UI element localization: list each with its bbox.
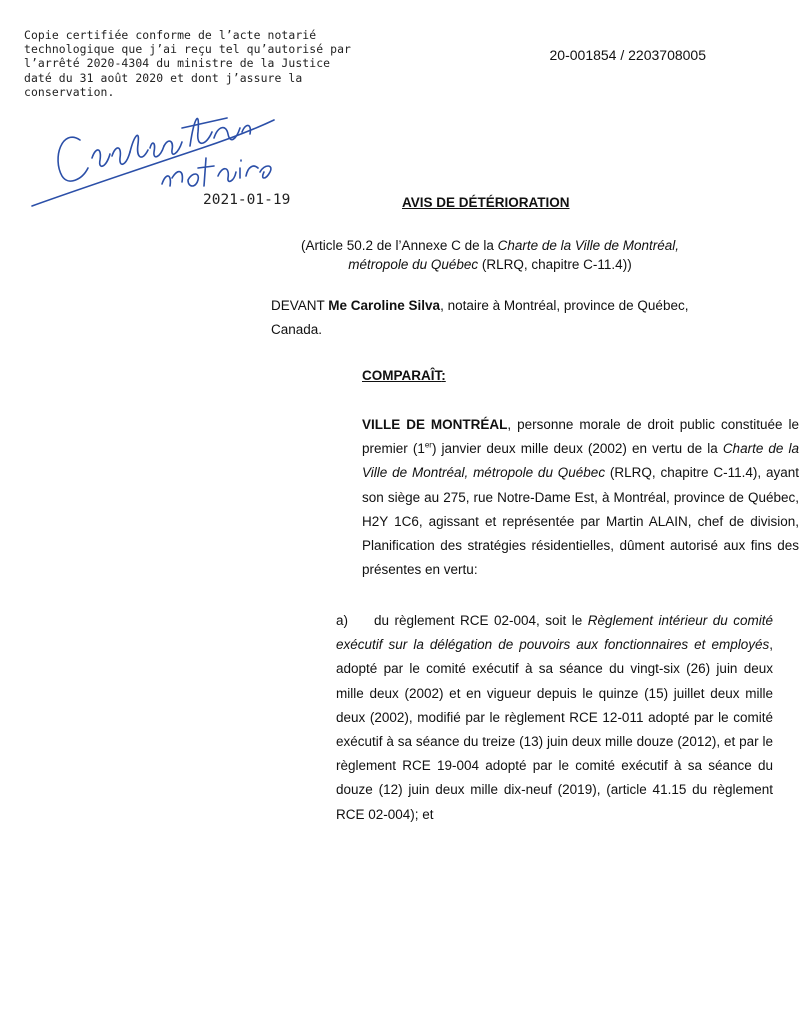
item-a-text-2: , adopté par le comité exécutif à sa séance du vingt-six (26) juin deux mille deux (2002) et en vigueur depuis le quinze (15) juillet deux mille deux (2002), modifié par le règlement RCE 12-011 adopté par le comité exécutif à sa séance du treize (13) juin deux mille douze (2012), et par le règlement RCE 19-004 adopté par le comité exécutif à sa séance du douze (12) juin deux mille dix-neuf (2019), (article 41.15 du règlement RCE 02-004); et (336, 637, 773, 822)
certification-line: conservation. (24, 84, 115, 99)
article-prefix: (Article 50.2 de l’Annexe C de la (301, 238, 498, 253)
party-text-2: ) janvier deux mille deux (2002) en vertu de la (431, 441, 723, 457)
party-charter: Charte de la Ville de Montréal, métropole du Québec (362, 441, 799, 481)
party-text-3: (RLRQ, chapitre C-11.4), ayant son siège au 275, rue Notre-Dame Est, à Montréal, province de Québec, H2Y 1C6, agissant et représentée par Martin ALAIN, chef de division, Planification des stratégies résidentielles, dûment autorisé aux fins des présentes en vertu: (362, 465, 799, 578)
party-paragraph (271, 413, 799, 582)
document-title: AVIS DE DÉTÉRIORATION (402, 195, 570, 210)
notary-paragraph (271, 294, 708, 342)
certification-line: technologique que j’ai reçu tel qu’autorisé par (24, 42, 352, 57)
party-name: VILLE DE MONTRÉAL (362, 417, 508, 432)
certification-line: l’arrêté 2020-4304 du ministre de la Justice (24, 56, 331, 71)
party-text-1: , personne morale de droit public constituée le premier (1 (362, 417, 799, 457)
charter-name-part-2: métropole du Québec (348, 257, 479, 272)
ordinal-superscript: er (424, 440, 432, 450)
comparait-heading (362, 368, 446, 383)
certification-date: 2021-01-19 (203, 192, 291, 208)
item-a-regulation-name: Règlement intérieur du comité exécutif sur la délégation de pouvoirs aux fonctionnaires et employés (336, 613, 773, 653)
reference-number: 20-001854 / 2203708005 (549, 47, 706, 63)
item-a-paragraph (271, 609, 773, 827)
certification-line: Copie certifiée conforme de l’acte notarié (24, 28, 317, 42)
item-a-label: a) (336, 613, 349, 628)
comparait-label: COMPARAÎT (362, 368, 442, 383)
notary-name: Me Caroline Silva (328, 298, 441, 313)
charter-name-part-1: Charte de la Ville de Montréal, (497, 238, 679, 253)
article-suffix: (RLRQ, chapitre C-11.4)) (478, 257, 632, 272)
item-a-text-1: du règlement RCE 02-004, soit le (374, 613, 588, 628)
devant-suffix: , notaire à Montréal, province de Québec, Canada. (271, 298, 689, 337)
devant-prefix: DEVANT (271, 298, 329, 313)
comparait-colon: : (441, 368, 446, 383)
article-reference (272, 236, 708, 274)
certification-line: daté du 31 août 2020 et dont j’assure la (24, 70, 303, 85)
